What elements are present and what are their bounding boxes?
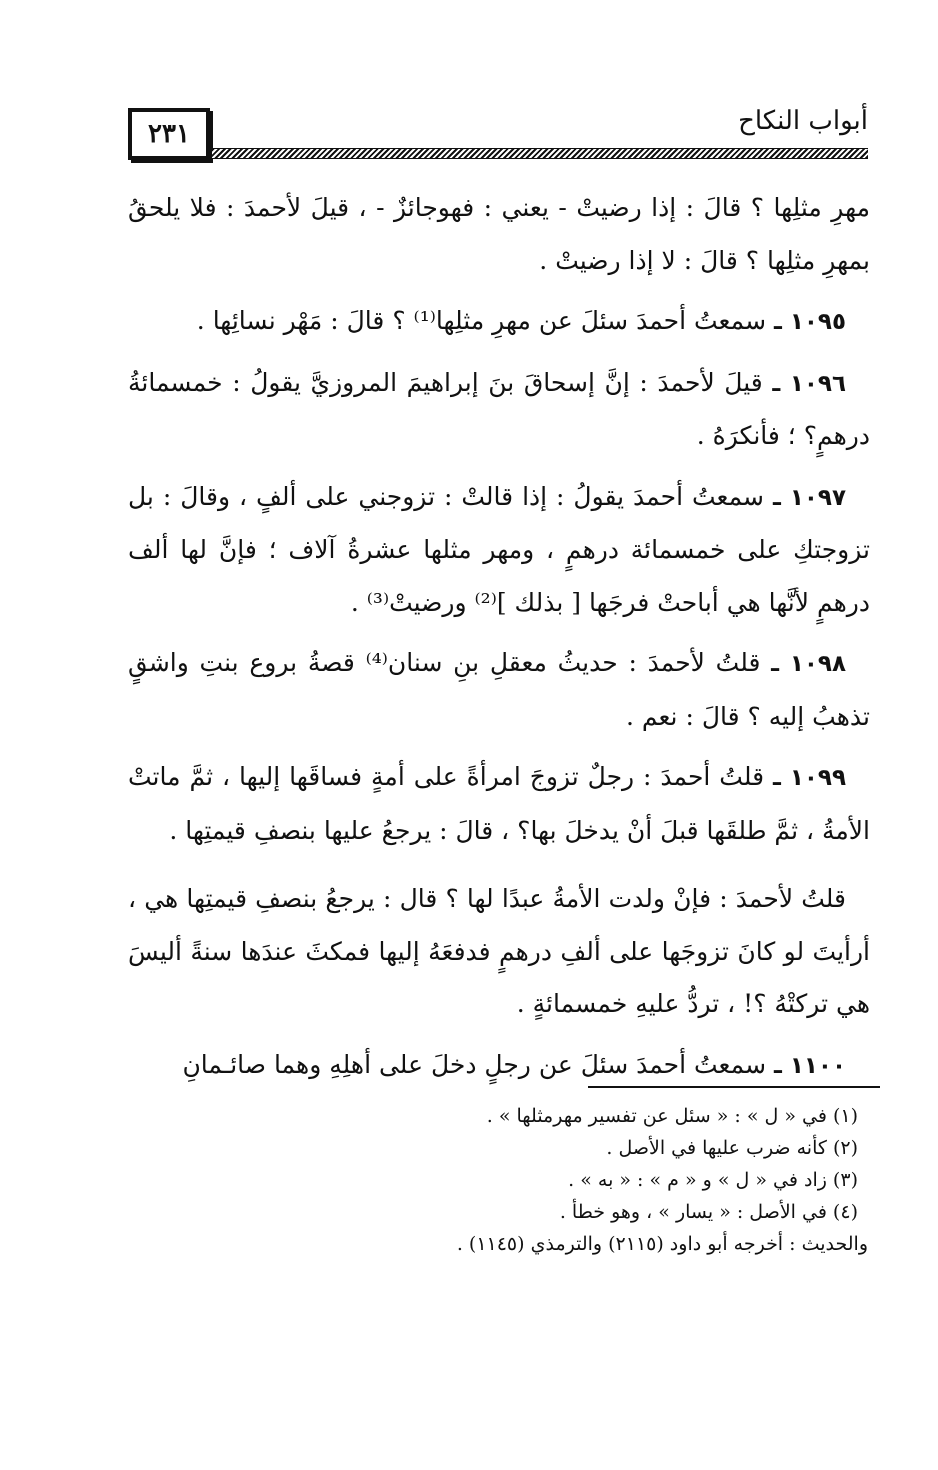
- paragraph-1095: [128, 295, 870, 349]
- paragraph-1096: [128, 357, 870, 463]
- footnotes: [128, 1100, 868, 1260]
- entry-text: سمعتُ أحمدَ سئلَ عن رجلٍ دخلَ على أهلِهِ وهما صائـمانِ: [182, 1049, 774, 1079]
- paragraph-1099: [128, 751, 870, 857]
- paragraph-1097: [128, 471, 870, 630]
- entry-number: ١٠٩٥ ـ: [773, 309, 846, 335]
- entry-number: ١٠٩٩ ـ: [772, 765, 846, 791]
- entry-number: ١٠٩٧ ـ: [772, 484, 846, 511]
- entry-text: سمعتُ أحمدَ سئلَ عن مهرِ مثلِها⁽¹⁾ ؟ قالَ : مَهْر نسائِها .: [196, 306, 774, 335]
- entry-text: سمعتُ أحمدَ يقولُ : إذا قالتْ : تزوجني على ألفٍ ، وقالَ : بل تزوجتكِ على خمسمائة درهمٍ ، ومهر مثلها عشرةُ آلاف ؛ فإنَّ لها ألف درهمٍ لأنَّها هي أباحتْ فرجَها [ بذلك ]⁽²⁾ ورضيتْ⁽³⁾ .: [128, 481, 870, 617]
- entry-text: قيلَ لأحمدَ : إنَّ إسحاقَ بنَ إبراهيمَ المروزيَّ يقولُ : خمسمائةُ درهمٍ؟ ؛ فأنكرَهُ .: [128, 367, 870, 450]
- footnote-4: (٤) في الأصل : « يسار » ، وهو خطأ .: [559, 1201, 858, 1223]
- footnote-1: (١) في « ل » : « سئل عن تفسير مهرمثلها » .: [486, 1105, 858, 1127]
- footnote-2: (٢) كأنه ضرب عليها في الأصل .: [606, 1137, 858, 1159]
- paragraph-question: قلتُ لأحمدَ : فإنْ ولدت الأمةُ عبدًا لها ؟ قال : يرجعُ بنصفِ قيمتِها هي ، أرأيتَ لو كانَ تزوجَها على ألفِ درهمٍ فدفعَهُ إليها فمكثَ عندَها سنةً أليسَ هي تركتْهُ ؟! ، تردُّ عليهِ خمسمائةٍ .: [128, 884, 870, 1018]
- paragraph-1098: [128, 637, 870, 743]
- entry-number: ١١٠٠ ـ: [773, 1052, 846, 1079]
- footnote-4-continuation: والحديث : أخرجه أبو داود (٢١١٥) والترمذي (١١٤٥) .: [456, 1233, 868, 1255]
- main-text: [128, 182, 870, 1092]
- entry-number: ١٠٩٦ ـ: [772, 370, 847, 397]
- running-title: أبواب النكاح: [738, 106, 868, 136]
- footnote-3: (٣) زاد في « ل » و « م » : « به » .: [568, 1169, 858, 1191]
- footnote-separator: [588, 1086, 880, 1088]
- header-rule: [212, 148, 868, 159]
- entry-number: ١٠٩٨ ـ: [771, 651, 846, 677]
- page-number: ٢٣١: [128, 108, 210, 160]
- entry-text: قلتُ أحمدَ : رجلٌ تزوجَ امرأةً على أمةٍ فساقَها إليها ، ثمَّ ماتتْ الأمةُ ، ثمَّ طلقَها قبلَ أنْ يدخلَ بها؟ ، قالَ : يرجعُ عليها بنصفِ قيمتِها .: [128, 762, 870, 845]
- paragraph-continuation: مهرِ مثلِها ؟ قالَ : إذا رضيتْ - يعني : فهوجائزٌ - ، قيلَ لأحمدَ : فلا يلحقُ بمهرِ مثلِها ؟ قالَ : لا إذا رضيتْ .: [128, 193, 870, 275]
- page-header: [128, 96, 868, 168]
- paragraph-1100: [128, 1039, 870, 1093]
- entry-text: قلتُ لأحمدَ : حديثُ معقلِ بنِ سنان⁽⁴⁾ قصةُ بروع بنتِ واشقٍ تذهبُ إليه ؟ قالَ : نعم .: [128, 648, 870, 731]
